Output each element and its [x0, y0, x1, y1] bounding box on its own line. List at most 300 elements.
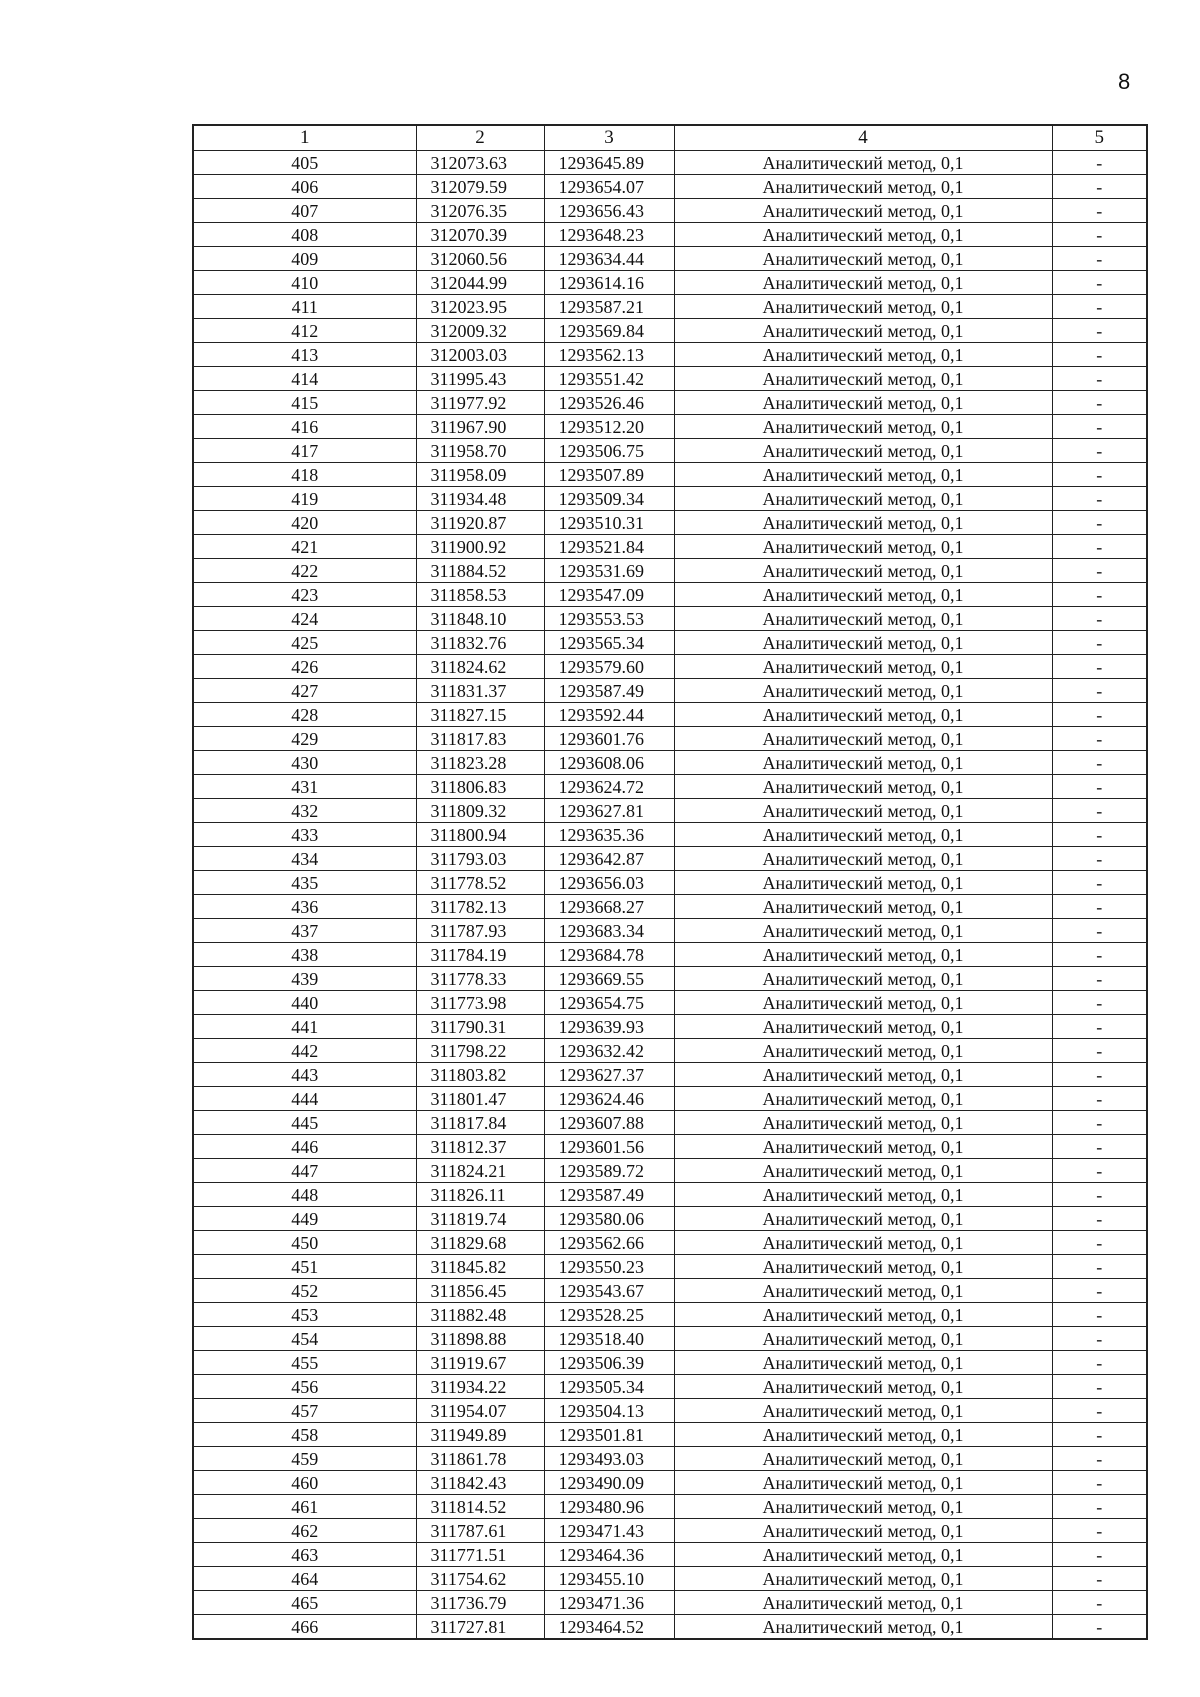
cell-method: Аналитический метод, 0,1: [674, 1135, 1052, 1159]
cell-method: Аналитический метод, 0,1: [674, 1111, 1052, 1135]
cell-x-coordinate: 312060.56: [416, 247, 544, 271]
cell-note: -: [1052, 1303, 1147, 1327]
table-header: [193, 125, 1147, 151]
cell-y-coordinate: 1293668.27: [544, 895, 674, 919]
cell-y-coordinate: 1293624.72: [544, 775, 674, 799]
cell-method: Аналитический метод, 0,1: [674, 1207, 1052, 1231]
cell-point-number: 456: [193, 1375, 416, 1399]
cell-method: Аналитический метод, 0,1: [674, 199, 1052, 223]
cell-y-coordinate: 1293551.42: [544, 367, 674, 391]
cell-point-number: 464: [193, 1567, 416, 1591]
cell-method: Аналитический метод, 0,1: [674, 727, 1052, 751]
cell-method: Аналитический метод, 0,1: [674, 343, 1052, 367]
cell-x-coordinate: 311817.84: [416, 1111, 544, 1135]
cell-y-coordinate: 1293531.69: [544, 559, 674, 583]
cell-method: Аналитический метод, 0,1: [674, 1543, 1052, 1567]
cell-note: -: [1052, 1567, 1147, 1591]
cell-y-coordinate: 1293455.10: [544, 1567, 674, 1591]
table-row: [193, 1039, 1147, 1063]
cell-y-coordinate: 1293608.06: [544, 751, 674, 775]
cell-note: -: [1052, 847, 1147, 871]
cell-method: Аналитический метод, 0,1: [674, 1567, 1052, 1591]
cell-point-number: 435: [193, 871, 416, 895]
header-row: [193, 125, 1147, 151]
table-row: [193, 1327, 1147, 1351]
table-row: [193, 391, 1147, 415]
cell-point-number: 466: [193, 1615, 416, 1640]
cell-x-coordinate: 311778.52: [416, 871, 544, 895]
cell-note: -: [1052, 1591, 1147, 1615]
cell-x-coordinate: 311784.19: [416, 943, 544, 967]
cell-x-coordinate: 311754.62: [416, 1567, 544, 1591]
cell-point-number: 438: [193, 943, 416, 967]
table-row: [193, 1519, 1147, 1543]
cell-note: -: [1052, 1423, 1147, 1447]
cell-y-coordinate: 1293507.89: [544, 463, 674, 487]
table-row: [193, 631, 1147, 655]
cell-y-coordinate: 1293490.09: [544, 1471, 674, 1495]
table-row: [193, 367, 1147, 391]
table-row: [193, 1375, 1147, 1399]
cell-y-coordinate: 1293635.36: [544, 823, 674, 847]
cell-note: -: [1052, 1495, 1147, 1519]
cell-x-coordinate: 311727.81: [416, 1615, 544, 1640]
cell-x-coordinate: 311958.70: [416, 439, 544, 463]
cell-point-number: 442: [193, 1039, 416, 1063]
cell-method: Аналитический метод, 0,1: [674, 751, 1052, 775]
table-row: [193, 223, 1147, 247]
cell-y-coordinate: 1293580.06: [544, 1207, 674, 1231]
cell-method: Аналитический метод, 0,1: [674, 1039, 1052, 1063]
cell-note: -: [1052, 1279, 1147, 1303]
cell-note: -: [1052, 1207, 1147, 1231]
cell-x-coordinate: 311958.09: [416, 463, 544, 487]
cell-x-coordinate: 312076.35: [416, 199, 544, 223]
table-row: [193, 511, 1147, 535]
cell-method: Аналитический метод, 0,1: [674, 991, 1052, 1015]
cell-x-coordinate: 311787.61: [416, 1519, 544, 1543]
cell-y-coordinate: 1293627.81: [544, 799, 674, 823]
cell-x-coordinate: 311848.10: [416, 607, 544, 631]
cell-method: Аналитический метод, 0,1: [674, 847, 1052, 871]
cell-note: -: [1052, 991, 1147, 1015]
cell-point-number: 428: [193, 703, 416, 727]
table-row: [193, 1159, 1147, 1183]
cell-y-coordinate: 1293656.43: [544, 199, 674, 223]
table-row: [193, 943, 1147, 967]
cell-y-coordinate: 1293634.44: [544, 247, 674, 271]
cell-x-coordinate: 311861.78: [416, 1447, 544, 1471]
cell-note: -: [1052, 391, 1147, 415]
cell-y-coordinate: 1293562.13: [544, 343, 674, 367]
cell-point-number: 429: [193, 727, 416, 751]
cell-y-coordinate: 1293614.16: [544, 271, 674, 295]
cell-note: -: [1052, 775, 1147, 799]
table-row: [193, 151, 1147, 175]
cell-method: Аналитический метод, 0,1: [674, 871, 1052, 895]
cell-point-number: 405: [193, 151, 416, 175]
cell-x-coordinate: 312073.63: [416, 151, 544, 175]
cell-point-number: 436: [193, 895, 416, 919]
table-row: [193, 799, 1147, 823]
cell-y-coordinate: 1293607.88: [544, 1111, 674, 1135]
table-row: [193, 487, 1147, 511]
cell-y-coordinate: 1293493.03: [544, 1447, 674, 1471]
cell-method: Аналитический метод, 0,1: [674, 1183, 1052, 1207]
page-number: 8: [1118, 69, 1131, 94]
cell-note: -: [1052, 1543, 1147, 1567]
cell-point-number: 458: [193, 1423, 416, 1447]
cell-point-number: 431: [193, 775, 416, 799]
cell-y-coordinate: 1293684.78: [544, 943, 674, 967]
cell-x-coordinate: 311977.92: [416, 391, 544, 415]
cell-note: -: [1052, 1231, 1147, 1255]
table-row: [193, 823, 1147, 847]
cell-method: Аналитический метод, 0,1: [674, 511, 1052, 535]
cell-y-coordinate: 1293654.75: [544, 991, 674, 1015]
header-cell-method: 4: [674, 125, 1052, 151]
cell-y-coordinate: 1293565.34: [544, 631, 674, 655]
cell-method: Аналитический метод, 0,1: [674, 1087, 1052, 1111]
cell-x-coordinate: 311803.82: [416, 1063, 544, 1087]
cell-method: Аналитический метод, 0,1: [674, 1231, 1052, 1255]
cell-x-coordinate: 311900.92: [416, 535, 544, 559]
cell-x-coordinate: 311736.79: [416, 1591, 544, 1615]
table-body: [193, 151, 1147, 1640]
cell-method: Аналитический метод, 0,1: [674, 1471, 1052, 1495]
table-row: [193, 655, 1147, 679]
cell-y-coordinate: 1293589.72: [544, 1159, 674, 1183]
cell-y-coordinate: 1293579.60: [544, 655, 674, 679]
table-row: [193, 199, 1147, 223]
cell-x-coordinate: 311934.22: [416, 1375, 544, 1399]
cell-x-coordinate: 311809.32: [416, 799, 544, 823]
cell-point-number: 447: [193, 1159, 416, 1183]
cell-method: Аналитический метод, 0,1: [674, 775, 1052, 799]
cell-y-coordinate: 1293528.25: [544, 1303, 674, 1327]
cell-y-coordinate: 1293587.21: [544, 295, 674, 319]
cell-y-coordinate: 1293645.89: [544, 151, 674, 175]
cell-method: Аналитический метод, 0,1: [674, 1399, 1052, 1423]
cell-note: -: [1052, 895, 1147, 919]
cell-note: -: [1052, 1183, 1147, 1207]
cell-x-coordinate: 311798.22: [416, 1039, 544, 1063]
cell-point-number: 424: [193, 607, 416, 631]
cell-note: -: [1052, 919, 1147, 943]
cell-y-coordinate: 1293521.84: [544, 535, 674, 559]
cell-y-coordinate: 1293547.09: [544, 583, 674, 607]
table-row: [193, 1303, 1147, 1327]
cell-method: Аналитический метод, 0,1: [674, 799, 1052, 823]
cell-method: Аналитический метод, 0,1: [674, 1159, 1052, 1183]
cell-x-coordinate: 311967.90: [416, 415, 544, 439]
cell-point-number: 411: [193, 295, 416, 319]
cell-x-coordinate: 312003.03: [416, 343, 544, 367]
cell-note: -: [1052, 583, 1147, 607]
cell-y-coordinate: 1293656.03: [544, 871, 674, 895]
cell-y-coordinate: 1293654.07: [544, 175, 674, 199]
cell-note: -: [1052, 295, 1147, 319]
cell-note: -: [1052, 871, 1147, 895]
cell-point-number: 462: [193, 1519, 416, 1543]
cell-y-coordinate: 1293648.23: [544, 223, 674, 247]
cell-y-coordinate: 1293464.36: [544, 1543, 674, 1567]
cell-point-number: 433: [193, 823, 416, 847]
cell-note: -: [1052, 1255, 1147, 1279]
table-row: [193, 1543, 1147, 1567]
header-cell-note: 5: [1052, 125, 1147, 151]
cell-point-number: 407: [193, 199, 416, 223]
cell-x-coordinate: 311824.62: [416, 655, 544, 679]
cell-y-coordinate: 1293518.40: [544, 1327, 674, 1351]
cell-x-coordinate: 311858.53: [416, 583, 544, 607]
table-row: [193, 1351, 1147, 1375]
cell-point-number: 440: [193, 991, 416, 1015]
cell-y-coordinate: 1293601.76: [544, 727, 674, 751]
table-row: [193, 895, 1147, 919]
table-row: [193, 271, 1147, 295]
cell-method: Аналитический метод, 0,1: [674, 391, 1052, 415]
cell-note: -: [1052, 1447, 1147, 1471]
cell-point-number: 454: [193, 1327, 416, 1351]
cell-x-coordinate: 311790.31: [416, 1015, 544, 1039]
cell-x-coordinate: 311782.13: [416, 895, 544, 919]
table-row: [193, 535, 1147, 559]
table-row: [193, 1183, 1147, 1207]
cell-x-coordinate: 311787.93: [416, 919, 544, 943]
cell-method: Аналитический метод, 0,1: [674, 1351, 1052, 1375]
cell-point-number: 439: [193, 967, 416, 991]
cell-y-coordinate: 1293512.20: [544, 415, 674, 439]
cell-note: -: [1052, 607, 1147, 631]
table-row: [193, 727, 1147, 751]
cell-x-coordinate: 311884.52: [416, 559, 544, 583]
table-row: [193, 751, 1147, 775]
cell-method: Аналитический метод, 0,1: [674, 1519, 1052, 1543]
cell-method: Аналитический метод, 0,1: [674, 463, 1052, 487]
cell-point-number: 420: [193, 511, 416, 535]
table-row: [193, 343, 1147, 367]
cell-x-coordinate: 311920.87: [416, 511, 544, 535]
cell-method: Аналитический метод, 0,1: [674, 535, 1052, 559]
cell-method: Аналитический метод, 0,1: [674, 175, 1052, 199]
cell-point-number: 414: [193, 367, 416, 391]
cell-point-number: 408: [193, 223, 416, 247]
table-row: [193, 1255, 1147, 1279]
cell-note: -: [1052, 823, 1147, 847]
cell-note: -: [1052, 367, 1147, 391]
cell-y-coordinate: 1293504.13: [544, 1399, 674, 1423]
table-row: [193, 1015, 1147, 1039]
cell-x-coordinate: 311829.68: [416, 1231, 544, 1255]
cell-x-coordinate: 311826.11: [416, 1183, 544, 1207]
cell-point-number: 410: [193, 271, 416, 295]
table-row: [193, 847, 1147, 871]
cell-note: -: [1052, 1063, 1147, 1087]
cell-y-coordinate: 1293632.42: [544, 1039, 674, 1063]
cell-note: -: [1052, 1039, 1147, 1063]
cell-point-number: 412: [193, 319, 416, 343]
cell-point-number: 465: [193, 1591, 416, 1615]
cell-note: -: [1052, 679, 1147, 703]
cell-x-coordinate: 311823.28: [416, 751, 544, 775]
table-row: [193, 1447, 1147, 1471]
table-row: [193, 559, 1147, 583]
table-row: [193, 607, 1147, 631]
cell-point-number: 432: [193, 799, 416, 823]
cell-note: -: [1052, 727, 1147, 751]
header-cell-y-coordinate: 3: [544, 125, 674, 151]
cell-note: -: [1052, 1399, 1147, 1423]
cell-method: Аналитический метод, 0,1: [674, 823, 1052, 847]
table-row: [193, 415, 1147, 439]
table-row: [193, 583, 1147, 607]
cell-y-coordinate: 1293510.31: [544, 511, 674, 535]
cell-x-coordinate: 312023.95: [416, 295, 544, 319]
table-row: [193, 679, 1147, 703]
table-row: [193, 1423, 1147, 1447]
cell-note: -: [1052, 487, 1147, 511]
cell-note: -: [1052, 1111, 1147, 1135]
cell-note: -: [1052, 415, 1147, 439]
cell-method: Аналитический метод, 0,1: [674, 151, 1052, 175]
cell-method: Аналитический метод, 0,1: [674, 271, 1052, 295]
cell-x-coordinate: 311817.83: [416, 727, 544, 751]
cell-y-coordinate: 1293471.36: [544, 1591, 674, 1615]
cell-note: -: [1052, 511, 1147, 535]
cell-point-number: 443: [193, 1063, 416, 1087]
cell-method: Аналитический метод, 0,1: [674, 1495, 1052, 1519]
cell-method: Аналитический метод, 0,1: [674, 607, 1052, 631]
cell-point-number: 453: [193, 1303, 416, 1327]
cell-note: -: [1052, 223, 1147, 247]
cell-y-coordinate: 1293601.56: [544, 1135, 674, 1159]
table-row: [193, 967, 1147, 991]
table-row: [193, 1567, 1147, 1591]
cell-note: -: [1052, 943, 1147, 967]
cell-note: -: [1052, 1159, 1147, 1183]
cell-y-coordinate: 1293506.75: [544, 439, 674, 463]
coordinates-table: [192, 124, 1148, 1640]
cell-method: Аналитический метод, 0,1: [674, 583, 1052, 607]
cell-x-coordinate: 311845.82: [416, 1255, 544, 1279]
cell-point-number: 463: [193, 1543, 416, 1567]
cell-point-number: 444: [193, 1087, 416, 1111]
cell-point-number: 418: [193, 463, 416, 487]
cell-note: -: [1052, 535, 1147, 559]
cell-x-coordinate: 312044.99: [416, 271, 544, 295]
cell-point-number: 457: [193, 1399, 416, 1423]
cell-note: -: [1052, 1087, 1147, 1111]
table-row: [193, 1471, 1147, 1495]
cell-method: Аналитический метод, 0,1: [674, 247, 1052, 271]
cell-x-coordinate: 311832.76: [416, 631, 544, 655]
cell-point-number: 459: [193, 1447, 416, 1471]
table-row: [193, 919, 1147, 943]
header-cell-x-coordinate: 2: [416, 125, 544, 151]
cell-x-coordinate: 311995.43: [416, 367, 544, 391]
cell-point-number: 406: [193, 175, 416, 199]
table-row: [193, 991, 1147, 1015]
table-row: [193, 319, 1147, 343]
cell-note: -: [1052, 319, 1147, 343]
cell-point-number: 430: [193, 751, 416, 775]
cell-x-coordinate: 311778.33: [416, 967, 544, 991]
cell-note: -: [1052, 1519, 1147, 1543]
cell-point-number: 423: [193, 583, 416, 607]
cell-y-coordinate: 1293464.52: [544, 1615, 674, 1640]
cell-y-coordinate: 1293550.23: [544, 1255, 674, 1279]
cell-note: -: [1052, 1135, 1147, 1159]
cell-y-coordinate: 1293587.49: [544, 1183, 674, 1207]
cell-note: -: [1052, 655, 1147, 679]
cell-y-coordinate: 1293506.39: [544, 1351, 674, 1375]
cell-note: -: [1052, 1015, 1147, 1039]
cell-y-coordinate: 1293639.93: [544, 1015, 674, 1039]
cell-note: -: [1052, 439, 1147, 463]
header-cell-point-number: 1: [193, 125, 416, 151]
cell-y-coordinate: 1293509.34: [544, 487, 674, 511]
cell-x-coordinate: 311812.37: [416, 1135, 544, 1159]
cell-note: -: [1052, 703, 1147, 727]
cell-point-number: 421: [193, 535, 416, 559]
table-row: [193, 175, 1147, 199]
table-row: [193, 1615, 1147, 1640]
cell-method: Аналитический метод, 0,1: [674, 367, 1052, 391]
cell-point-number: 434: [193, 847, 416, 871]
table-row: [193, 1087, 1147, 1111]
cell-note: -: [1052, 247, 1147, 271]
table-row: [193, 1231, 1147, 1255]
cell-point-number: 449: [193, 1207, 416, 1231]
cell-method: Аналитический метод, 0,1: [674, 1303, 1052, 1327]
cell-method: Аналитический метод, 0,1: [674, 703, 1052, 727]
cell-method: Аналитический метод, 0,1: [674, 1447, 1052, 1471]
cell-point-number: 416: [193, 415, 416, 439]
cell-x-coordinate: 311771.51: [416, 1543, 544, 1567]
table-row: [193, 247, 1147, 271]
cell-method: Аналитический метод, 0,1: [674, 1063, 1052, 1087]
table-row: [193, 463, 1147, 487]
cell-point-number: 448: [193, 1183, 416, 1207]
cell-point-number: 446: [193, 1135, 416, 1159]
cell-y-coordinate: 1293642.87: [544, 847, 674, 871]
cell-method: Аналитический метод, 0,1: [674, 943, 1052, 967]
cell-note: -: [1052, 343, 1147, 367]
cell-method: Аналитический метод, 0,1: [674, 919, 1052, 943]
cell-x-coordinate: 311801.47: [416, 1087, 544, 1111]
cell-point-number: 461: [193, 1495, 416, 1519]
cell-method: Аналитический метод, 0,1: [674, 559, 1052, 583]
cell-method: Аналитический метод, 0,1: [674, 439, 1052, 463]
cell-note: -: [1052, 967, 1147, 991]
cell-point-number: 413: [193, 343, 416, 367]
cell-method: Аналитический метод, 0,1: [674, 1327, 1052, 1351]
table-row: [193, 1135, 1147, 1159]
cell-method: Аналитический метод, 0,1: [674, 1375, 1052, 1399]
table-row: [193, 295, 1147, 319]
cell-x-coordinate: 311827.15: [416, 703, 544, 727]
cell-note: -: [1052, 151, 1147, 175]
cell-method: Аналитический метод, 0,1: [674, 415, 1052, 439]
cell-y-coordinate: 1293592.44: [544, 703, 674, 727]
cell-point-number: 409: [193, 247, 416, 271]
table-row: [193, 1111, 1147, 1135]
cell-note: -: [1052, 799, 1147, 823]
table-row: [193, 1207, 1147, 1231]
cell-point-number: 452: [193, 1279, 416, 1303]
cell-point-number: 451: [193, 1255, 416, 1279]
